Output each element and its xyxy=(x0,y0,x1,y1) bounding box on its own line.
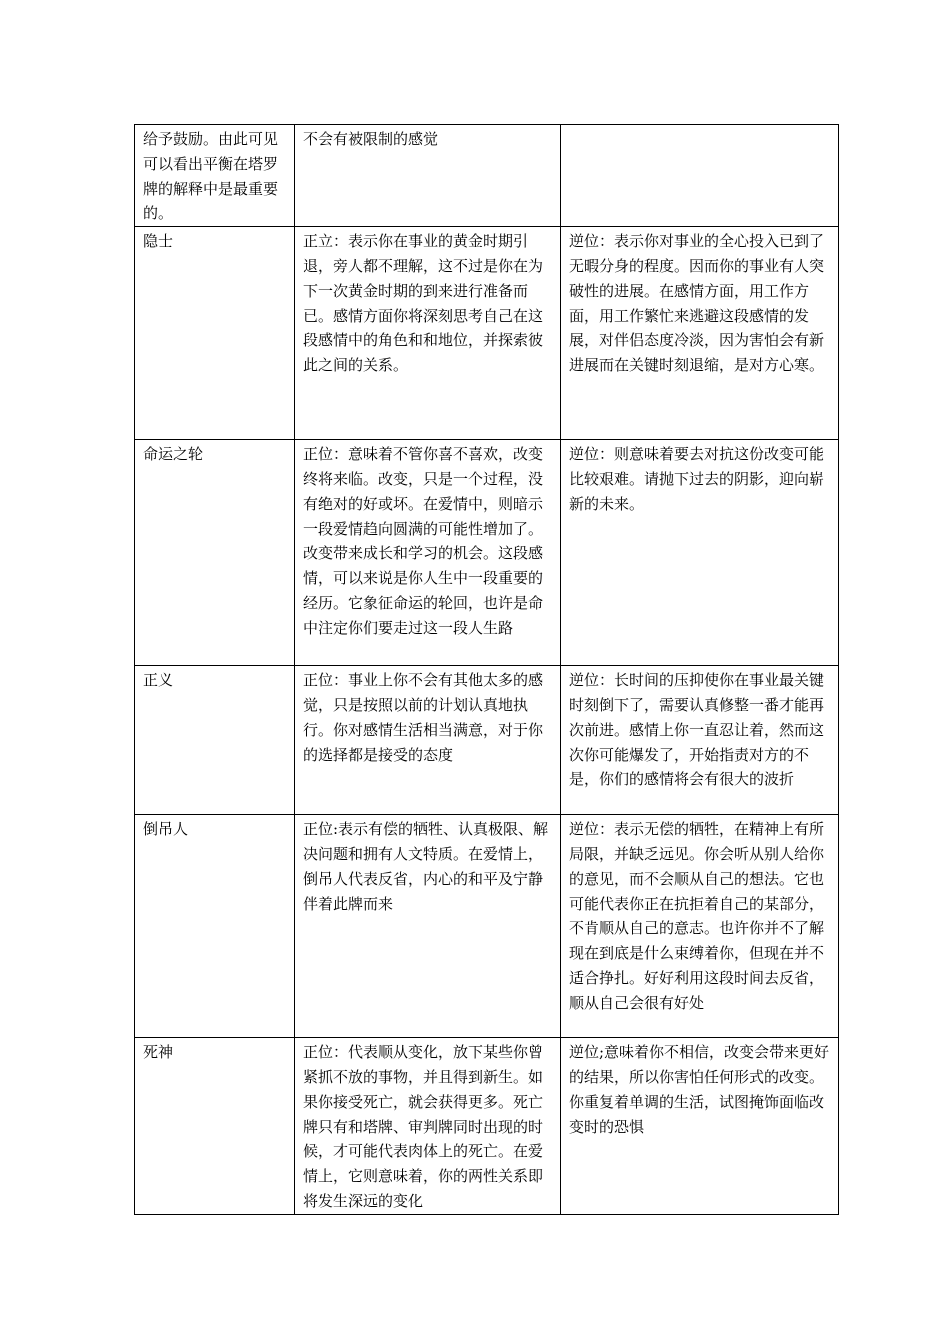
table-row xyxy=(135,440,839,666)
upright-meaning-cell: 正位：事业上你不会有其他太多的感觉，只是按照以前的计划认真地执行。你对感情生活相当满意，对于你的选择都是接受的态度 xyxy=(295,666,561,815)
upright-meaning-cell: 正位：意味着不管你喜不喜欢，改变终将来临。改变，只是一个过程，没有绝对的好或坏。在爱情中，则暗示一段爱情趋向圆满的可能性增加了。改变带来成长和学习的机会。这段感情，可以来说是你人生中一段重要的经历。它象征命运的轮回，也许是命中注定你们要走过这一段人生路 xyxy=(295,440,561,666)
reversed-meaning-cell: 逆位：表示你对事业的全心投入已到了无暇分身的程度。因而你的事业有人突破性的进展。在感情方面，用工作方面，用工作繁忙来逃避这段感情的发展，对伴侣态度冷淡，因为害怕会有新进展而在关键时刻退缩，是对方心寒。 xyxy=(561,227,839,440)
reversed-meaning-cell xyxy=(561,125,839,227)
tarot-meaning-table xyxy=(134,124,839,1215)
card-name-cell: 死神 xyxy=(135,1038,295,1215)
card-name-cell: 隐士 xyxy=(135,227,295,440)
upright-meaning-cell: 不会有被限制的感觉 xyxy=(295,125,561,227)
upright-meaning-cell: 正位：代表顺从变化，放下某些你曾紧抓不放的事物，并且得到新生。如果你接受死亡，就会获得更多。死亡牌只有和塔牌、审判牌同时出现的时候，才可能代表肉体上的死亡。在爱情上，它则意味着，你的两性关系即将发生深远的变化 xyxy=(295,1038,561,1215)
reversed-meaning-cell: 逆位：表示无偿的牺牲，在精神上有所局限，并缺乏远见。你会听从别人给你的意见，而不会顺从自己的想法。它也可能代表你正在抗拒着自己的某部分，不肯顺从自己的意志。也许你并不了解现在到底是什么束缚着你，但现在并不适合挣扎。好好利用这段时间去反省，顺从自己会很有好处 xyxy=(561,815,839,1038)
card-name-cell: 正义 xyxy=(135,666,295,815)
table-row xyxy=(135,1038,839,1215)
reversed-meaning-cell: 逆位;意味着你不相信，改变会带来更好的结果，所以你害怕任何形式的改变。你重复着单调的生活，试图掩饰面临改变时的恐惧 xyxy=(561,1038,839,1215)
card-name-cell: 倒吊人 xyxy=(135,815,295,1038)
table-row xyxy=(135,227,839,440)
card-name-cell: 给予鼓励。由此可见可以看出平衡在塔罗牌的解释中是最重要的。 xyxy=(135,125,295,227)
table-row xyxy=(135,666,839,815)
table-row xyxy=(135,125,839,227)
card-name-cell: 命运之轮 xyxy=(135,440,295,666)
upright-meaning-cell: 正立：表示你在事业的黄金时期引退，旁人都不理解，这不过是你在为下一次黄金时期的到来进行准备而已。感情方面你将深刻思考自己在这段感情中的角色和和地位，并探索彼此之间的关系。 xyxy=(295,227,561,440)
table-row xyxy=(135,815,839,1038)
reversed-meaning-cell: 逆位：则意味着要去对抗这份改变可能比较艰难。请抛下过去的阴影，迎向崭新的未来。 xyxy=(561,440,839,666)
upright-meaning-cell: 正位:表示有偿的牺牲、认真极限、解决问题和拥有人文特质。在爱情上，倒吊人代表反省，内心的和平及宁静伴着此牌而来 xyxy=(295,815,561,1038)
reversed-meaning-cell: 逆位：长时间的压抑使你在事业最关键时刻倒下了，需要认真修整一番才能再次前进。感情上你一直忍让着，然而这次你可能爆发了，开始指责对方的不是，你们的感情将会有很大的波折 xyxy=(561,666,839,815)
